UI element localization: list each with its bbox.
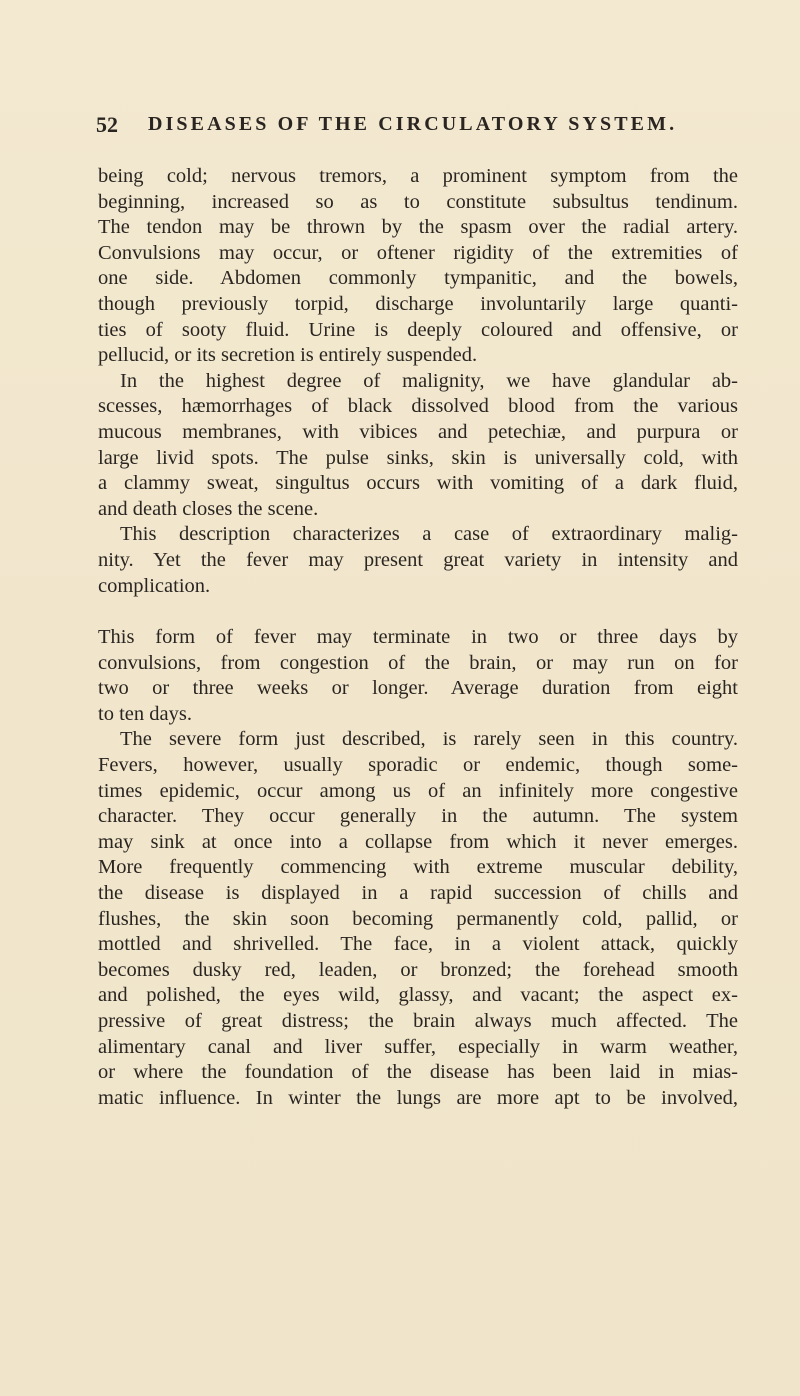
text-line: a clammy sweat, singultus occurs with vomiting of a dark fluid,: [98, 472, 738, 495]
text-line: flushes, the skin soon becoming permanently cold, pallid, or: [98, 907, 738, 930]
text-line: This description characterizes a case of extraordinary malig-: [120, 523, 738, 546]
paragraph: [98, 727, 738, 1111]
text-line: times epidemic, occur among us of an infinitely more congestive: [98, 779, 738, 802]
paragraph: [98, 369, 738, 523]
page-number: 52: [96, 112, 118, 137]
text-line: alimentary canal and liver suffer, especially in warm weather,: [98, 1035, 738, 1058]
text-line: one side. Abdomen commonly tympanitic, and the bowels,: [98, 267, 738, 290]
page-header: [96, 112, 736, 146]
text-line: to ten days.: [98, 702, 192, 725]
text-line: Convulsions may occur, or oftener rigidity of the extremities of: [98, 241, 738, 264]
text-line: or where the foundation of the disease has been laid in mias-: [98, 1061, 738, 1084]
body-text: [98, 164, 738, 1111]
text-line: pellucid, or its secretion is entirely suspended.: [98, 344, 478, 367]
text-line: matic influence. In winter the lungs are more apt to be involved,: [98, 1086, 738, 1109]
text-line: and polished, the eyes wild, glassy, and vacant; the aspect ex-: [98, 984, 738, 1007]
paragraph: [98, 164, 738, 369]
text-line: mucous membranes, with vibices and petechiæ, and purpura or: [98, 420, 738, 443]
text-line: ties of sooty fluid. Urine is deeply coloured and offensive, or: [98, 318, 738, 341]
text-line: large livid spots. The pulse sinks, skin is universally cold, with: [98, 446, 738, 469]
paragraph-gap: [98, 599, 738, 625]
text-line: may sink at once into a collapse from which it never emerges.: [98, 830, 738, 853]
paragraph: [98, 625, 738, 727]
text-line: two or three weeks or longer. Average duration from eight: [98, 677, 738, 700]
text-line: though previously torpid, discharge involuntarily large quanti-: [98, 292, 738, 315]
text-line: The severe form just described, is rarely seen in this country.: [120, 728, 738, 751]
text-line: beginning, increased so as to constitute subsultus tendinum.: [98, 190, 738, 213]
text-line: scesses, hæmorrhages of black dissolved blood from the various: [98, 395, 738, 418]
text-line: being cold; nervous tremors, a prominent symptom from the: [98, 165, 738, 187]
text-line: pressive of great distress; the brain always much affected. The: [98, 1010, 738, 1032]
text-line: becomes dusky red, leaden, or bronzed; the forehead smooth: [98, 958, 738, 981]
text-line: nity. Yet the fever may present great variety in intensity and: [98, 548, 738, 571]
text-line: The tendon may be thrown by the spasm over the radial artery.: [98, 216, 738, 239]
text-line: This form of fever may terminate in two or three days by: [98, 626, 738, 649]
text-line: More frequently commencing with extreme muscular debility,: [98, 856, 738, 879]
text-line: the disease is displayed in a rapid succession of chills and: [98, 882, 738, 905]
text-line: complication.: [98, 574, 211, 597]
text-line: Fevers, however, usually sporadic or endemic, though some-: [98, 754, 738, 777]
running-head: DISEASES OF THE CIRCULATORY SYSTEM.: [148, 113, 678, 135]
text-line: character. They occur generally in the autumn. The system: [98, 805, 738, 828]
paragraph: [98, 522, 738, 599]
text-line: and death closes the scene.: [98, 497, 319, 520]
text-line: In the highest degree of malignity, we have glandular ab-: [120, 369, 738, 392]
text-line: mottled and shrivelled. The face, in a violent attack, quickly: [98, 933, 738, 956]
text-line: convulsions, from congestion of the brain, or may run on for: [98, 651, 738, 674]
